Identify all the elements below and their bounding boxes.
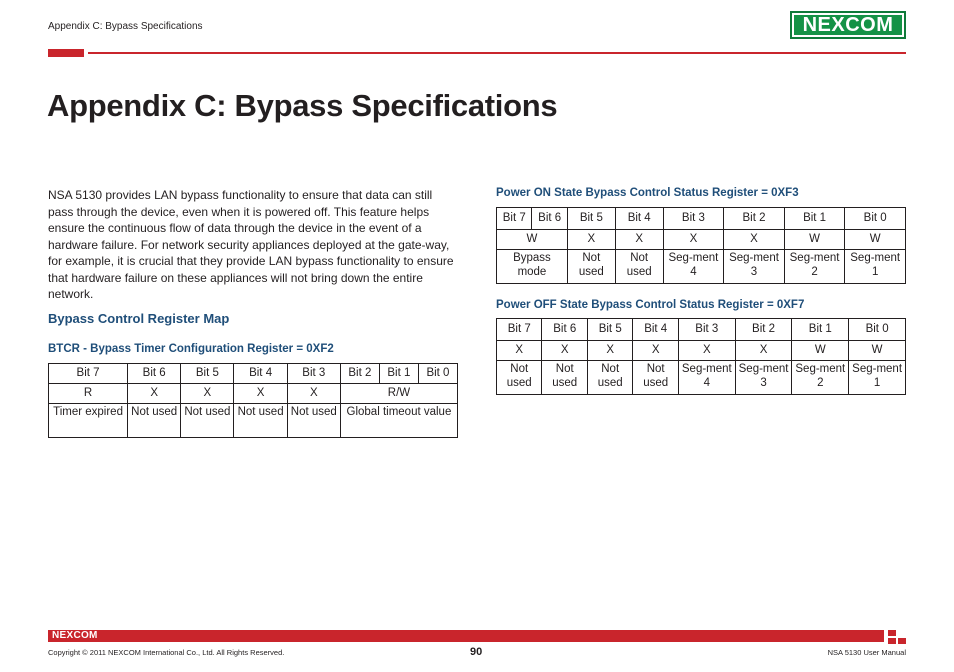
- desc-cell: Not used: [128, 404, 181, 438]
- bit-header: Bit 2: [735, 319, 792, 341]
- access-cell: W: [845, 230, 906, 250]
- desc-cell: Not used: [542, 361, 587, 395]
- access-cell: X: [678, 341, 735, 361]
- intro-paragraph: NSA 5130 provides LAN bypass functionality to ensure that data can still pass through the device, even when it is powered off. This feature helps ensure the continuous flow of data through the device in the event of a hardware failure. For network security appliances deployed at the gate-way, for example, it is crucial that they provide LAN bypass functionality to ensure that hardware failure on these appliances will not bring down the entire network.: [48, 188, 454, 301]
- nexcom-logo: [790, 11, 906, 39]
- page-number: 90: [470, 646, 483, 658]
- bit-header: Bit 7: [497, 208, 532, 230]
- bit-header: Bit 3: [678, 319, 735, 341]
- bit-header: Bit 3: [663, 208, 724, 230]
- access-cell: R: [49, 384, 128, 404]
- footer-squares-icon: [888, 630, 906, 644]
- btcr-caption: BTCR - Bypass Timer Configuration Register = 0XF2: [48, 343, 334, 355]
- desc-cell: Not used: [587, 361, 632, 395]
- access-cell: X: [542, 341, 587, 361]
- table-row: [497, 250, 906, 284]
- desc-cell: Seg-ment 1: [849, 361, 906, 395]
- footer-manual-name: NSA 5130 User Manual: [827, 648, 906, 657]
- header-breadcrumb: Appendix C: Bypass Specifications: [48, 21, 203, 32]
- footer-bar: [48, 630, 884, 642]
- logo-text: NEXCOM: [794, 15, 902, 35]
- table-row: [497, 341, 906, 361]
- bit-header: Bit 0: [845, 208, 906, 230]
- access-cell: X: [567, 230, 615, 250]
- desc-cell: Timer expired: [49, 404, 128, 438]
- access-cell: X: [735, 341, 792, 361]
- bit-header: Bit 4: [633, 319, 678, 341]
- desc-cell: Not used: [567, 250, 615, 284]
- page-title: Appendix C: Bypass Specifications: [47, 88, 558, 123]
- bit-header: Bit 1: [784, 208, 845, 230]
- access-cell: X: [633, 341, 678, 361]
- access-cell: R/W: [340, 384, 457, 404]
- access-cell: X: [287, 384, 340, 404]
- desc-cell: Seg-ment 4: [663, 250, 724, 284]
- desc-cell: Global timeout value: [340, 404, 457, 438]
- desc-cell: Bypass mode: [497, 250, 568, 284]
- bit-header: Bit 5: [567, 208, 615, 230]
- access-cell: X: [587, 341, 632, 361]
- power-on-table: [496, 207, 906, 284]
- table-row: [497, 319, 906, 341]
- power-off-table: [496, 318, 906, 395]
- access-cell: W: [784, 230, 845, 250]
- bit-header: Bit 1: [792, 319, 849, 341]
- desc-cell: Seg-ment 3: [735, 361, 792, 395]
- bit-header: Bit 1: [379, 364, 418, 384]
- btcr-table: [48, 363, 458, 438]
- bit-header: Bit 6: [532, 208, 567, 230]
- desc-cell: Seg-ment 4: [678, 361, 735, 395]
- access-cell: X: [181, 384, 234, 404]
- table-row: [497, 230, 906, 250]
- bit-header: Bit 7: [497, 319, 542, 341]
- bit-header: Bit 0: [418, 364, 457, 384]
- power-off-caption: Power OFF State Bypass Control Status Register = 0XF7: [496, 299, 805, 311]
- header-accent-bar: [48, 49, 84, 57]
- bit-header: Bit 5: [181, 364, 234, 384]
- desc-cell: Seg-ment 2: [784, 250, 845, 284]
- table-row: [49, 384, 458, 404]
- bit-header: Bit 4: [615, 208, 663, 230]
- bit-header: Bit 2: [724, 208, 785, 230]
- desc-cell: Not used: [497, 361, 542, 395]
- access-cell: W: [497, 230, 568, 250]
- desc-cell: Seg-ment 2: [792, 361, 849, 395]
- bit-header: Bit 7: [49, 364, 128, 384]
- header-divider: [88, 52, 906, 54]
- desc-cell: Not used: [287, 404, 340, 438]
- bit-header: Bit 6: [128, 364, 181, 384]
- desc-cell: Not used: [633, 361, 678, 395]
- footer-logo: NEXCOM: [52, 630, 98, 641]
- bit-header: Bit 0: [849, 319, 906, 341]
- access-cell: X: [128, 384, 181, 404]
- bit-header: Bit 2: [340, 364, 379, 384]
- table-row: [497, 208, 906, 230]
- bit-header: Bit 5: [587, 319, 632, 341]
- bit-header: Bit 4: [234, 364, 287, 384]
- desc-cell: Not used: [181, 404, 234, 438]
- footer-copyright: Copyright © 2011 NEXCOM International Co., Ltd. All Rights Reserved.: [48, 648, 285, 657]
- desc-cell: Not used: [615, 250, 663, 284]
- access-cell: X: [497, 341, 542, 361]
- section-heading: Bypass Control Register Map: [48, 311, 230, 326]
- bit-header: Bit 3: [287, 364, 340, 384]
- table-row: [49, 364, 458, 384]
- access-cell: X: [663, 230, 724, 250]
- bit-header: Bit 6: [542, 319, 587, 341]
- access-cell: X: [724, 230, 785, 250]
- table-row: [497, 361, 906, 395]
- table-row: [49, 404, 458, 438]
- power-on-caption: Power ON State Bypass Control Status Register = 0XF3: [496, 187, 799, 199]
- access-cell: X: [615, 230, 663, 250]
- desc-cell: Seg-ment 3: [724, 250, 785, 284]
- desc-cell: Seg-ment 1: [845, 250, 906, 284]
- access-cell: W: [792, 341, 849, 361]
- desc-cell: Not used: [234, 404, 287, 438]
- access-cell: W: [849, 341, 906, 361]
- access-cell: X: [234, 384, 287, 404]
